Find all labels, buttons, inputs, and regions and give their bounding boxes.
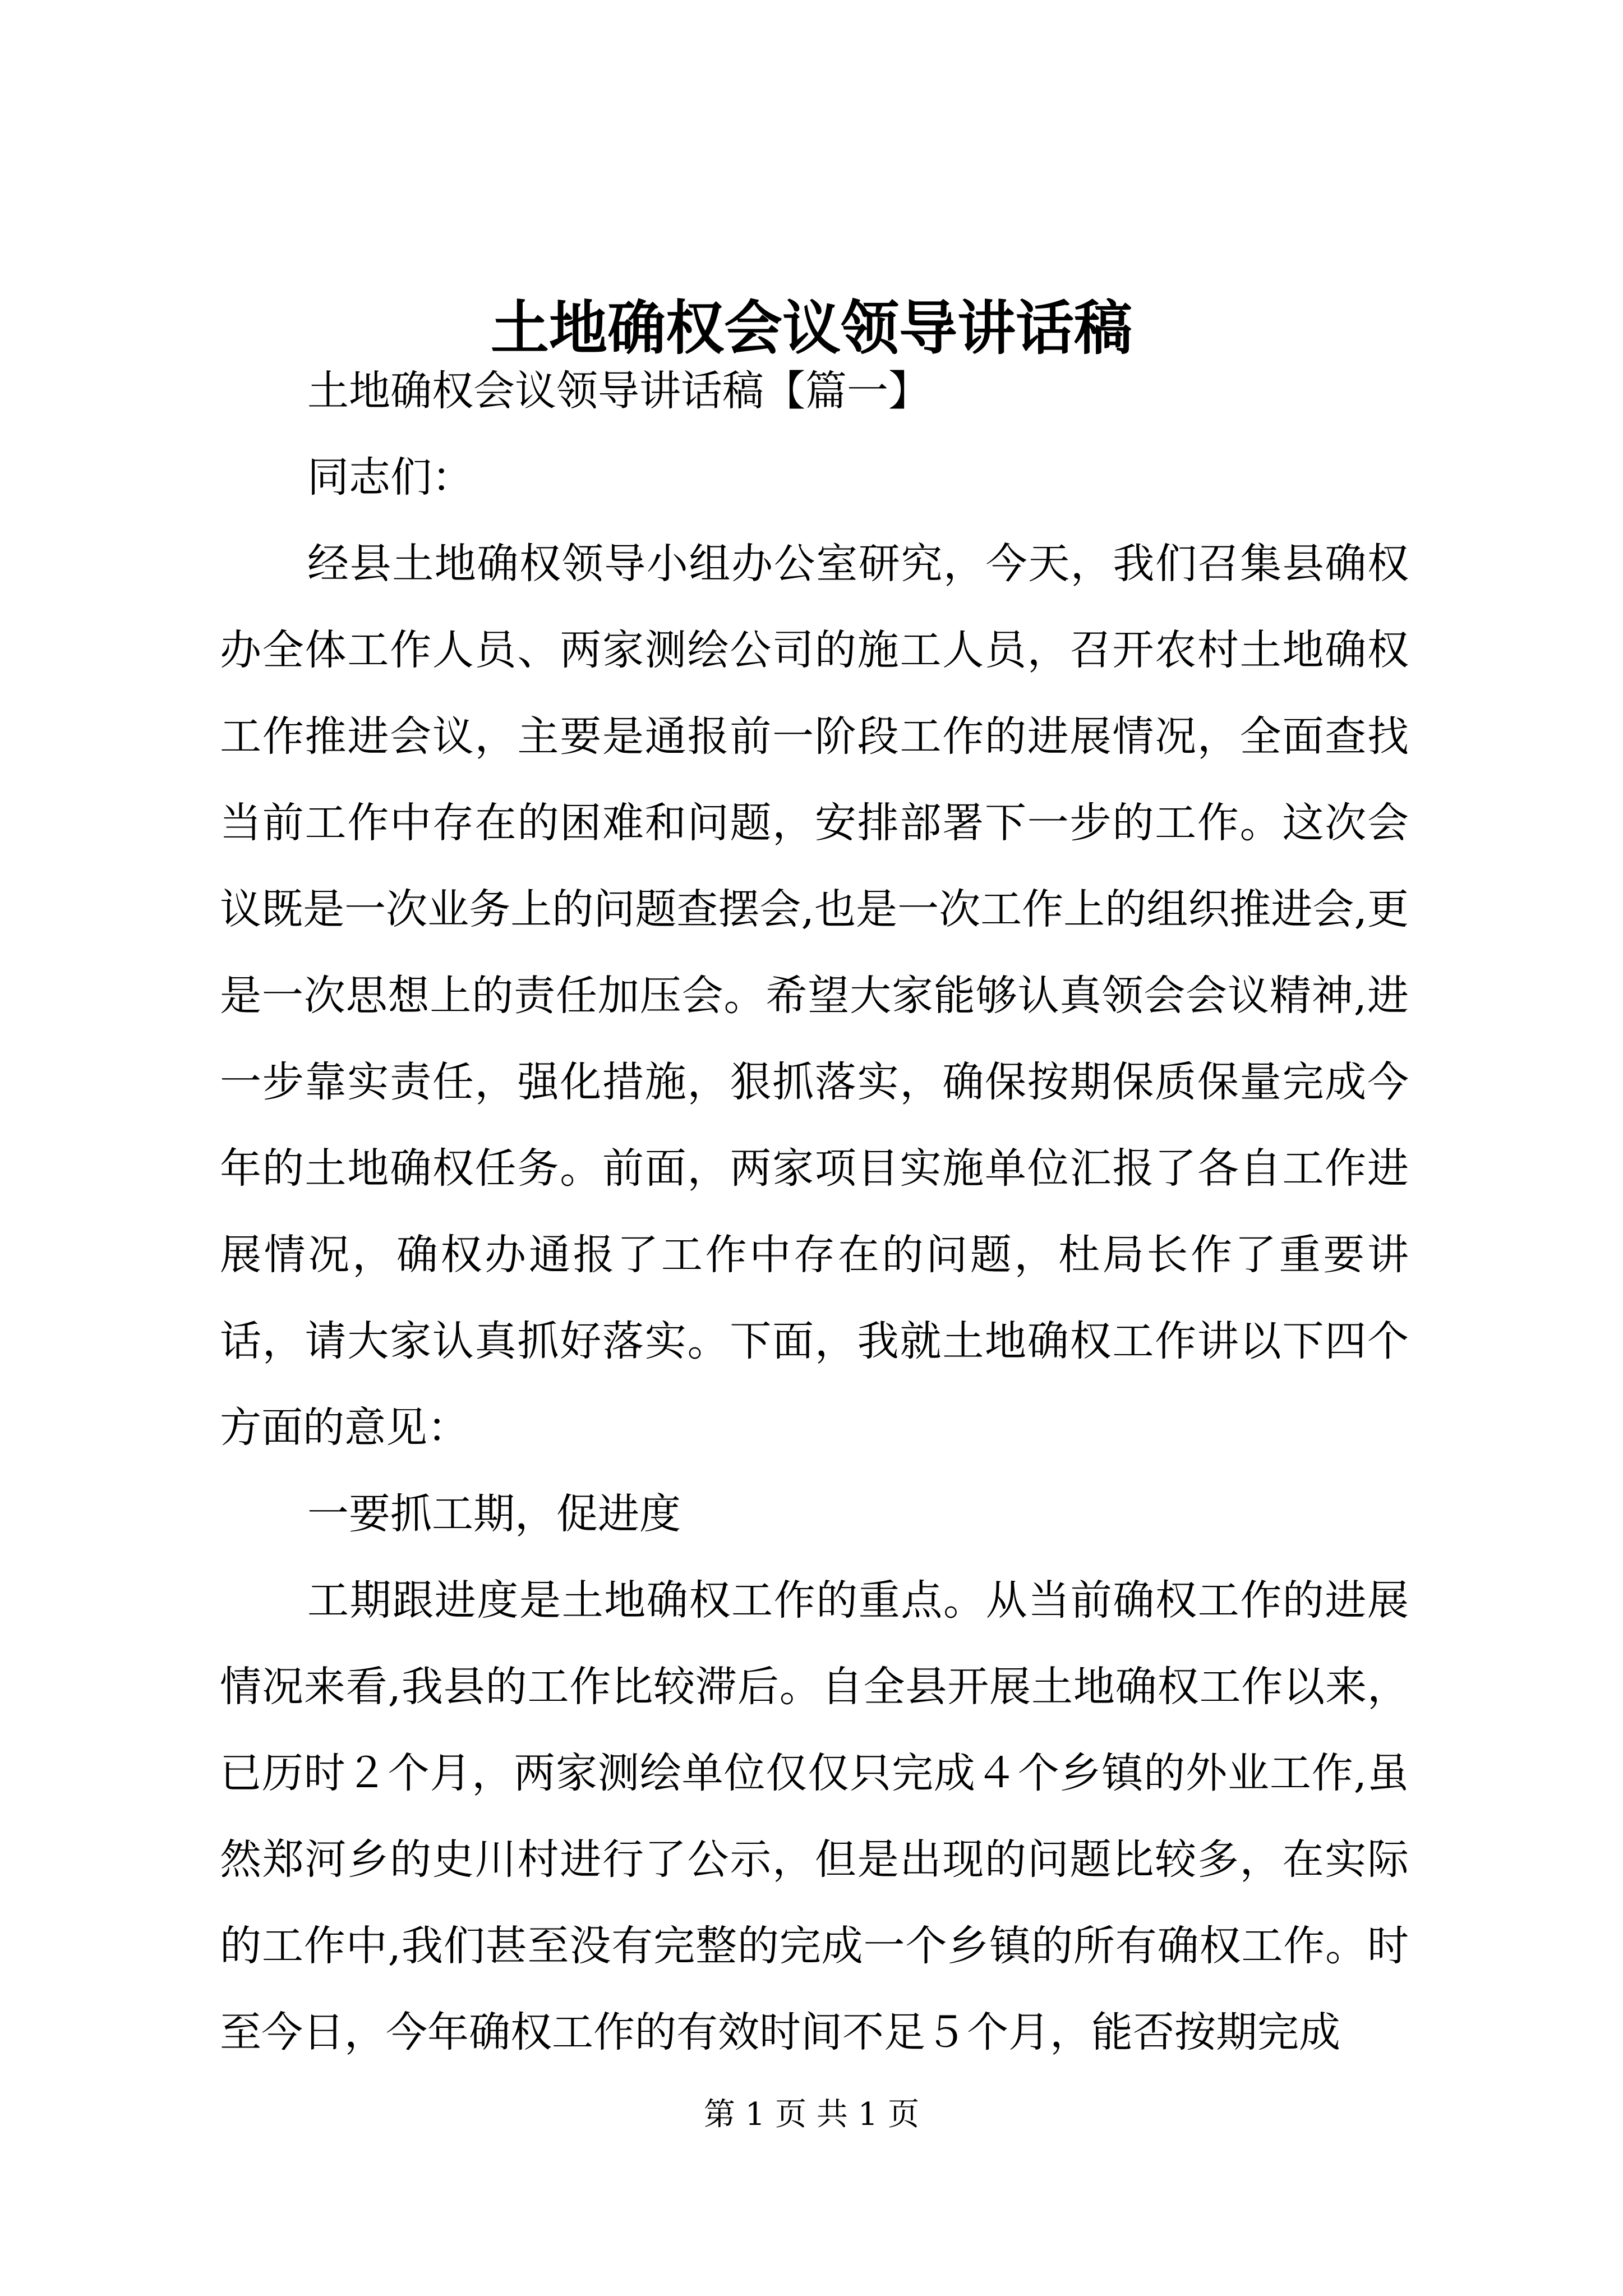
page-footer: 第 1 页 共 1 页	[703, 2096, 920, 2133]
body-paragraph: 经县土地确权领导小组办公室研究，今天，我们召集县确权办全体工作人员、两家测绘公司的施工人员，召开农村土地确权工作推进会议，主要是通报前一阶段工作的进展情况，全面查找当前工作中存在的困难和问题，安排部署下一步的工作。这次会议既是一次业务上的问题查摆会,也是一次工作上的组织推进会,更是一次思想上的责任加压会。希望大家能够认真领会会议精神,进一步靠实责任，强化措施，狠抓落实，确保按期保质保量完成今年的土地确权任务。前面，两家项目实施单位汇报了各自工作进展情况，确权办通报了工作中存在的问题，杜局长作了重要讲话，请大家认真抓好落实。下面，我就土地确权工作讲以下四个方面的意见：	[220, 540, 1409, 1452]
body-paragraph: 工期跟进度是土地确权工作的重点。从当前确权工作的进展情况来看,我县的工作比较滞后。自全县开展土地确权工作以来，已历时２个月，两家测绘单位仅仅只完成４个乡镇的外业工作,虽然郑河乡的史川村进行了公示，但是出现的问题比较多，在实际的工作中,我们甚至没有完整的完成一个乡镇的所有确权工作。时至今日，今年确权工作的有效时间不足５个月，能否按期完成	[220, 1576, 1409, 2056]
document-title: 土地确权会议领导讲话稿	[490, 293, 1132, 362]
section-heading: 土地确权会议领导讲话稿【篇一】	[307, 367, 930, 415]
subsection-heading: 一要抓工期，促进度	[307, 1490, 681, 1538]
document-body	[220, 348, 1409, 2076]
salutation: 同志们：	[307, 453, 473, 501]
